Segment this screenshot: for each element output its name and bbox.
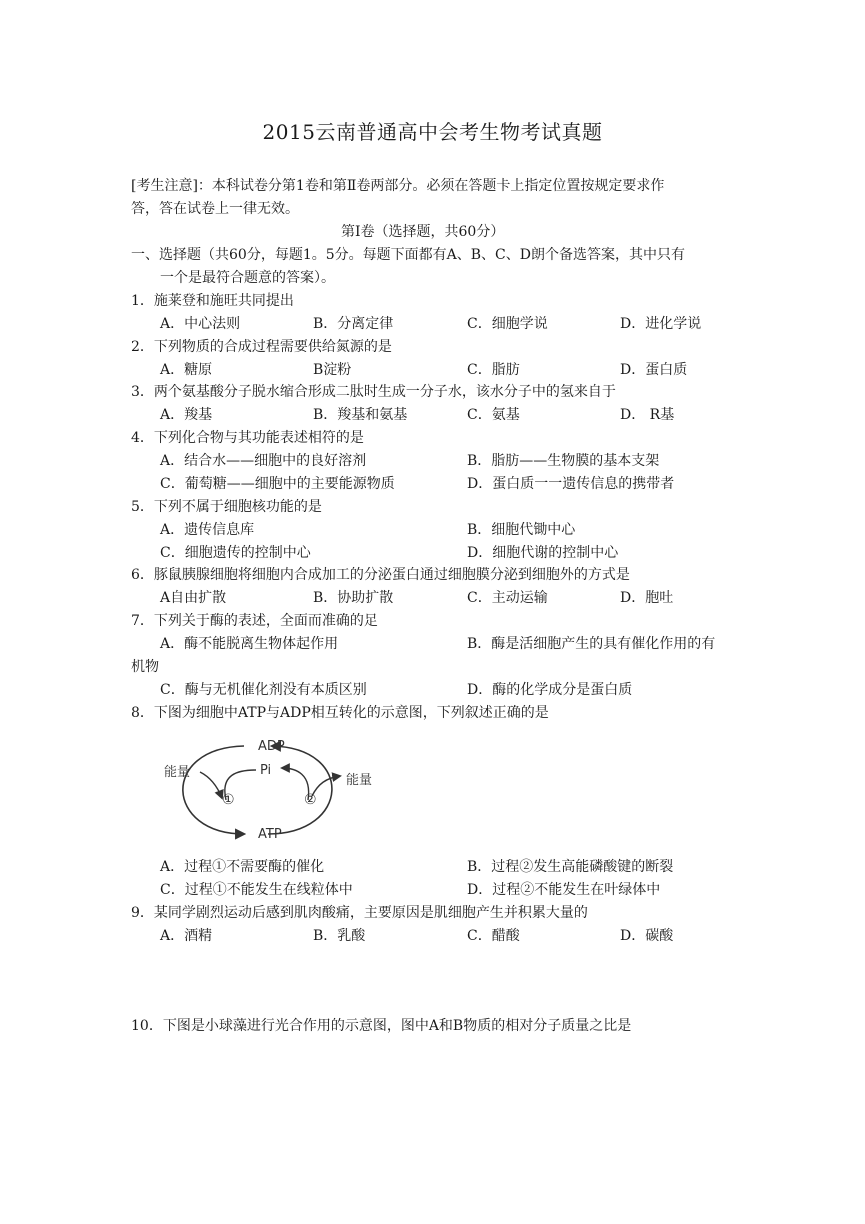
question-stem: 7．下列关于酶的表述，全面而准确的足: [131, 613, 378, 629]
option-c: C．氨基: [467, 407, 520, 423]
adp-label: ADP: [258, 739, 285, 754]
option-b: B．酶是活细胞产生的具有催化作用的有: [467, 636, 716, 652]
question-stem: 5．下列不属于细胞核功能的是: [131, 499, 322, 515]
question-stem: 6．豚鼠胰腺细胞将细胞内合成加工的分泌蛋白通过细胞膜分泌到细胞外的方式是: [131, 567, 630, 583]
section-title: 第Ⅰ卷（选择题，共60分）: [341, 224, 505, 240]
atp-label: ATP: [258, 827, 282, 842]
option-a: A自由扩散: [160, 590, 227, 606]
option-d: D．碳酸: [620, 928, 674, 944]
option-a: A．遗传信息库: [160, 522, 255, 538]
option-d: D．酶的化学成分是蛋白质: [467, 682, 633, 698]
outer-arc-right: [268, 746, 332, 834]
notice-line-1: [考生注意]：本科试卷分第1卷和第Ⅱ卷两部分。必须在答题卡上指定位置按规定要求作: [131, 178, 665, 194]
option-a: A．羧基: [160, 407, 213, 423]
notice-line-2: 答，答在试卷上一律无效。: [131, 201, 299, 217]
energy-left-label: 能量: [164, 765, 191, 780]
question-stem: 9．某同学剧烈运动后感到肌肉酸痛，主要原因是肌细胞产生并积累大量的: [131, 905, 588, 921]
part1-instructions-2: 一个是最符合题意的答案）。: [160, 270, 335, 286]
part1-instructions-1: 一、选择题（共60分，每题1。5分。每题下面都有A、B、C、D朗个备选答案，其中只有: [131, 247, 685, 263]
option-a: A．结合水——细胞中的良好溶剂: [160, 453, 367, 469]
option-d: D．进化学说: [620, 316, 702, 332]
energy-in-arrow: [200, 772, 222, 798]
option-c: C．细胞遗传的控制中心: [160, 545, 311, 561]
option-d: D．胞吐: [620, 590, 674, 606]
option-d: D．过程②不能发生在叶绿体中: [467, 882, 661, 898]
page-title: 2015云南普通高中会考生物考试真题: [262, 120, 603, 144]
option-a: A．过程①不需要酶的催化: [160, 859, 325, 875]
option-c: C．酶与无机催化剂没有本质区别: [160, 682, 367, 698]
option-c: C．细胞学说: [467, 316, 548, 332]
option-a: A．糖原: [160, 362, 213, 378]
energy-right-label: 能量: [346, 773, 373, 788]
option-d: D．蛋白质: [620, 362, 688, 378]
option-b: B淀粉: [313, 362, 352, 378]
process-1-label: ①: [222, 792, 235, 808]
option-b: B．细胞代锄中心: [467, 522, 576, 538]
question-stem: 1．施莱登和施旺共同提出: [131, 293, 294, 309]
option-a: A．中心法则: [160, 316, 241, 332]
option-b: B．过程②发生高能磷酸键的断裂: [467, 859, 674, 875]
option-b: B．乳酸: [313, 928, 366, 944]
option-a: A．酶不能脱离生物体起作用: [160, 636, 339, 652]
question-stem: 4．下列化合物与其功能表述相符的是: [131, 430, 364, 446]
option-c: C．醋酸: [467, 928, 520, 944]
question-stem: 8．下图为细胞中ATP与ADP相互转化的示意图，下列叙述正确的是: [131, 705, 549, 721]
option-b: B．分离定律: [313, 316, 394, 332]
pi-label: Pi: [260, 763, 272, 778]
question-stem: 3．两个氨基酸分子脱水缩合形成二肽时生成一分子水，该水分子中的氢来自于: [131, 384, 616, 400]
question-stem: 2．下列物质的合成过程需要供给氮源的是: [131, 339, 392, 355]
option-b: B．协助扩散: [313, 590, 394, 606]
process-2-label: ②: [304, 792, 317, 808]
question-stem: 10．下图是小球藻进行光合作用的示意图，图中A和B物质的相对分子质量之比是: [131, 1018, 632, 1034]
option-a: A．酒精: [160, 928, 213, 944]
option-d: D．蛋白质一一遗传信息的携带者: [467, 476, 675, 492]
option-d: D．细胞代谢的控制中心: [467, 545, 619, 561]
option-b: B．羧基和氨基: [313, 407, 408, 423]
option-c: C．过程①不能发生在线粒体中: [160, 882, 353, 898]
atp-adp-cycle-diagram: [160, 730, 400, 850]
option-c: C．脂肪: [467, 362, 520, 378]
option-c: C．葡萄糖——细胞中的主要能源物质: [160, 476, 395, 492]
option-c: C．主动运输: [467, 590, 548, 606]
option-b: B．脂肪——生物膜的基本支架: [467, 453, 660, 469]
option-d: D． R基: [620, 407, 675, 423]
outer-arc-left: [183, 746, 244, 834]
option-b-continued: 机物: [131, 659, 159, 675]
